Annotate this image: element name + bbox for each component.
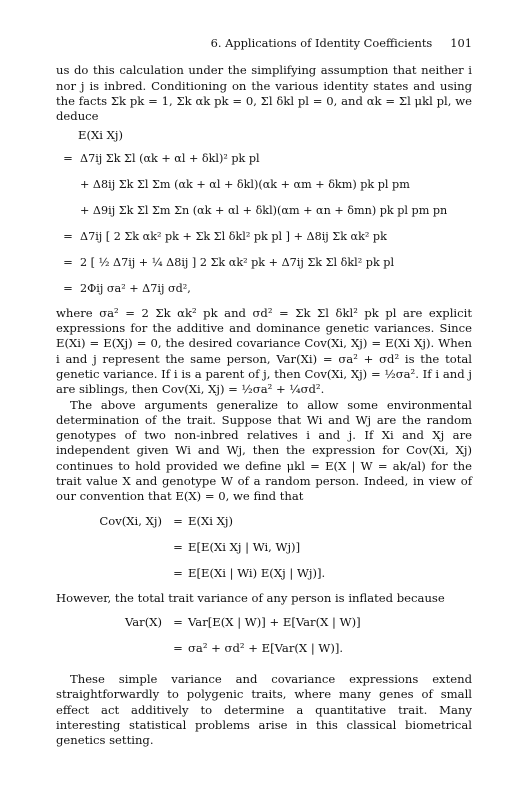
covariance-line-1	[56, 509, 472, 535]
derivation-expression-6: 2Φij σa² + Δ7ij σd²,	[80, 282, 191, 296]
covariance-expression-1: E(Xi Xj)	[188, 513, 234, 528]
derivation-expression-5: 2 [ ½ Δ7ij + ¼ Δ8ij ] 2 Σk αk² pk + Δ7ij Σk Σl δkl² pk pl	[80, 256, 395, 270]
paragraph-4: However, the total trait variance of any person is inflated because	[56, 590, 445, 605]
equals-sign: =	[173, 641, 183, 656]
equals-sign: =	[63, 281, 73, 296]
derivation-block	[56, 128, 472, 301]
page-number: 101	[450, 36, 472, 50]
derivation-expression-1: Δ7ij Σk Σl (αk + αl + δkl)² pk pl	[80, 152, 260, 166]
equals-sign: =	[63, 151, 73, 166]
variance-expression-2: σa² + σd² + E[Var(X | W)].	[188, 641, 344, 656]
variance-lhs: Var(X)	[124, 615, 162, 630]
derivation-line-6	[56, 276, 472, 302]
paragraph-1: us do this calculation under the simplifying assumption that neither i nor j is inbred. Conditioning on the various identity states and using the facts Σk pk = 1, Σk αk pk = 0, Σl δkl pl = 0, and αk = Σl μkl pl, we deduce	[56, 63, 472, 124]
paragraph-2: where σa² = 2 Σk αk² pk and σd² = Σk Σl δkl² pk pl are explicit expressions for the additive and dominance genetic variances. Since E(Xi) = E(Xj) = 0, the desired covariance Cov(Xi, Xj) = E(Xi Xj). When i and j represent the same person, Var(Xi) = σa² + σd² is the total genetic variance. If i is a parent of j, then Cov(Xi, Xj) = ½σa². If i and j are siblings, then Cov(Xi, Xj) = ½σa² + ¼σd².	[56, 305, 472, 397]
running-header	[56, 36, 472, 51]
equals-sign: =	[173, 565, 183, 580]
equals-sign: =	[173, 513, 183, 528]
section-title: 6. Applications of Identity Coefficients	[210, 36, 433, 50]
covariance-expression-3: E[E(Xi | Wi) E(Xj | Wj)].	[188, 565, 326, 580]
derivation-expression-2: + Δ8ij Σk Σl Σm (αk + αl + δkl)(αk + αm + δkm) pk pl pm	[80, 178, 410, 192]
paragraph-5: These simple variance and covariance expressions extend straightforwardly to polygenic traits, where many genes of small effect act additively to determine a quantitative trait. Many interesting statistical problems arise in this classical biometrical genetics setting.	[56, 671, 472, 748]
variance-expression-1: Var[E(X | W)] + E[Var(X | W)]	[188, 615, 361, 630]
derivation-line-4	[56, 224, 472, 250]
derivation-line-3	[56, 198, 472, 224]
derivation-line-1	[56, 146, 472, 172]
paragraph-3: The above arguments generalize to allow some environmental determination of the trait. Suppose that Wi and Wj are the random genotypes of two non-inbred relatives i and j. If Xi and Xj are independent given Wi and Wj, then the expression for Cov(Xi, Xj) continues to hold provided we define μkl = E(X | W = ak/al) for the trait value X and genotype W of a random person. Indeed, in view of our convention that E(X) = 0, we find that	[56, 397, 472, 504]
equals-sign: =	[63, 255, 73, 270]
covariance-expression-2: E[E(Xi Xj | Wi, Wj)]	[188, 539, 301, 554]
variance-block	[56, 610, 472, 662]
equals-sign: =	[63, 229, 73, 244]
variance-line-1	[56, 610, 472, 636]
covariance-block	[56, 509, 472, 587]
derivation-line-2	[56, 172, 472, 198]
variance-line-2	[56, 636, 472, 662]
covariance-line-2	[56, 535, 472, 561]
derivation-expression-3: + Δ9ij Σk Σl Σm Σn (αk + αl + δkl)(αm + αn + δmn) pk pl pm pn	[80, 204, 448, 218]
page	[56, 36, 472, 748]
covariance-lhs: Cov(Xi, Xj)	[99, 513, 162, 528]
equals-sign: =	[173, 539, 183, 554]
derivation-expression-4: Δ7ij [ 2 Σk αk² pk + Σk Σl δkl² pk pl ] + Δ8ij Σk αk² pk	[80, 230, 387, 244]
derivation-lhs: E(Xi Xj)	[78, 128, 124, 143]
covariance-line-3	[56, 561, 472, 587]
equals-sign: =	[173, 615, 183, 630]
derivation-line-5	[56, 250, 472, 276]
